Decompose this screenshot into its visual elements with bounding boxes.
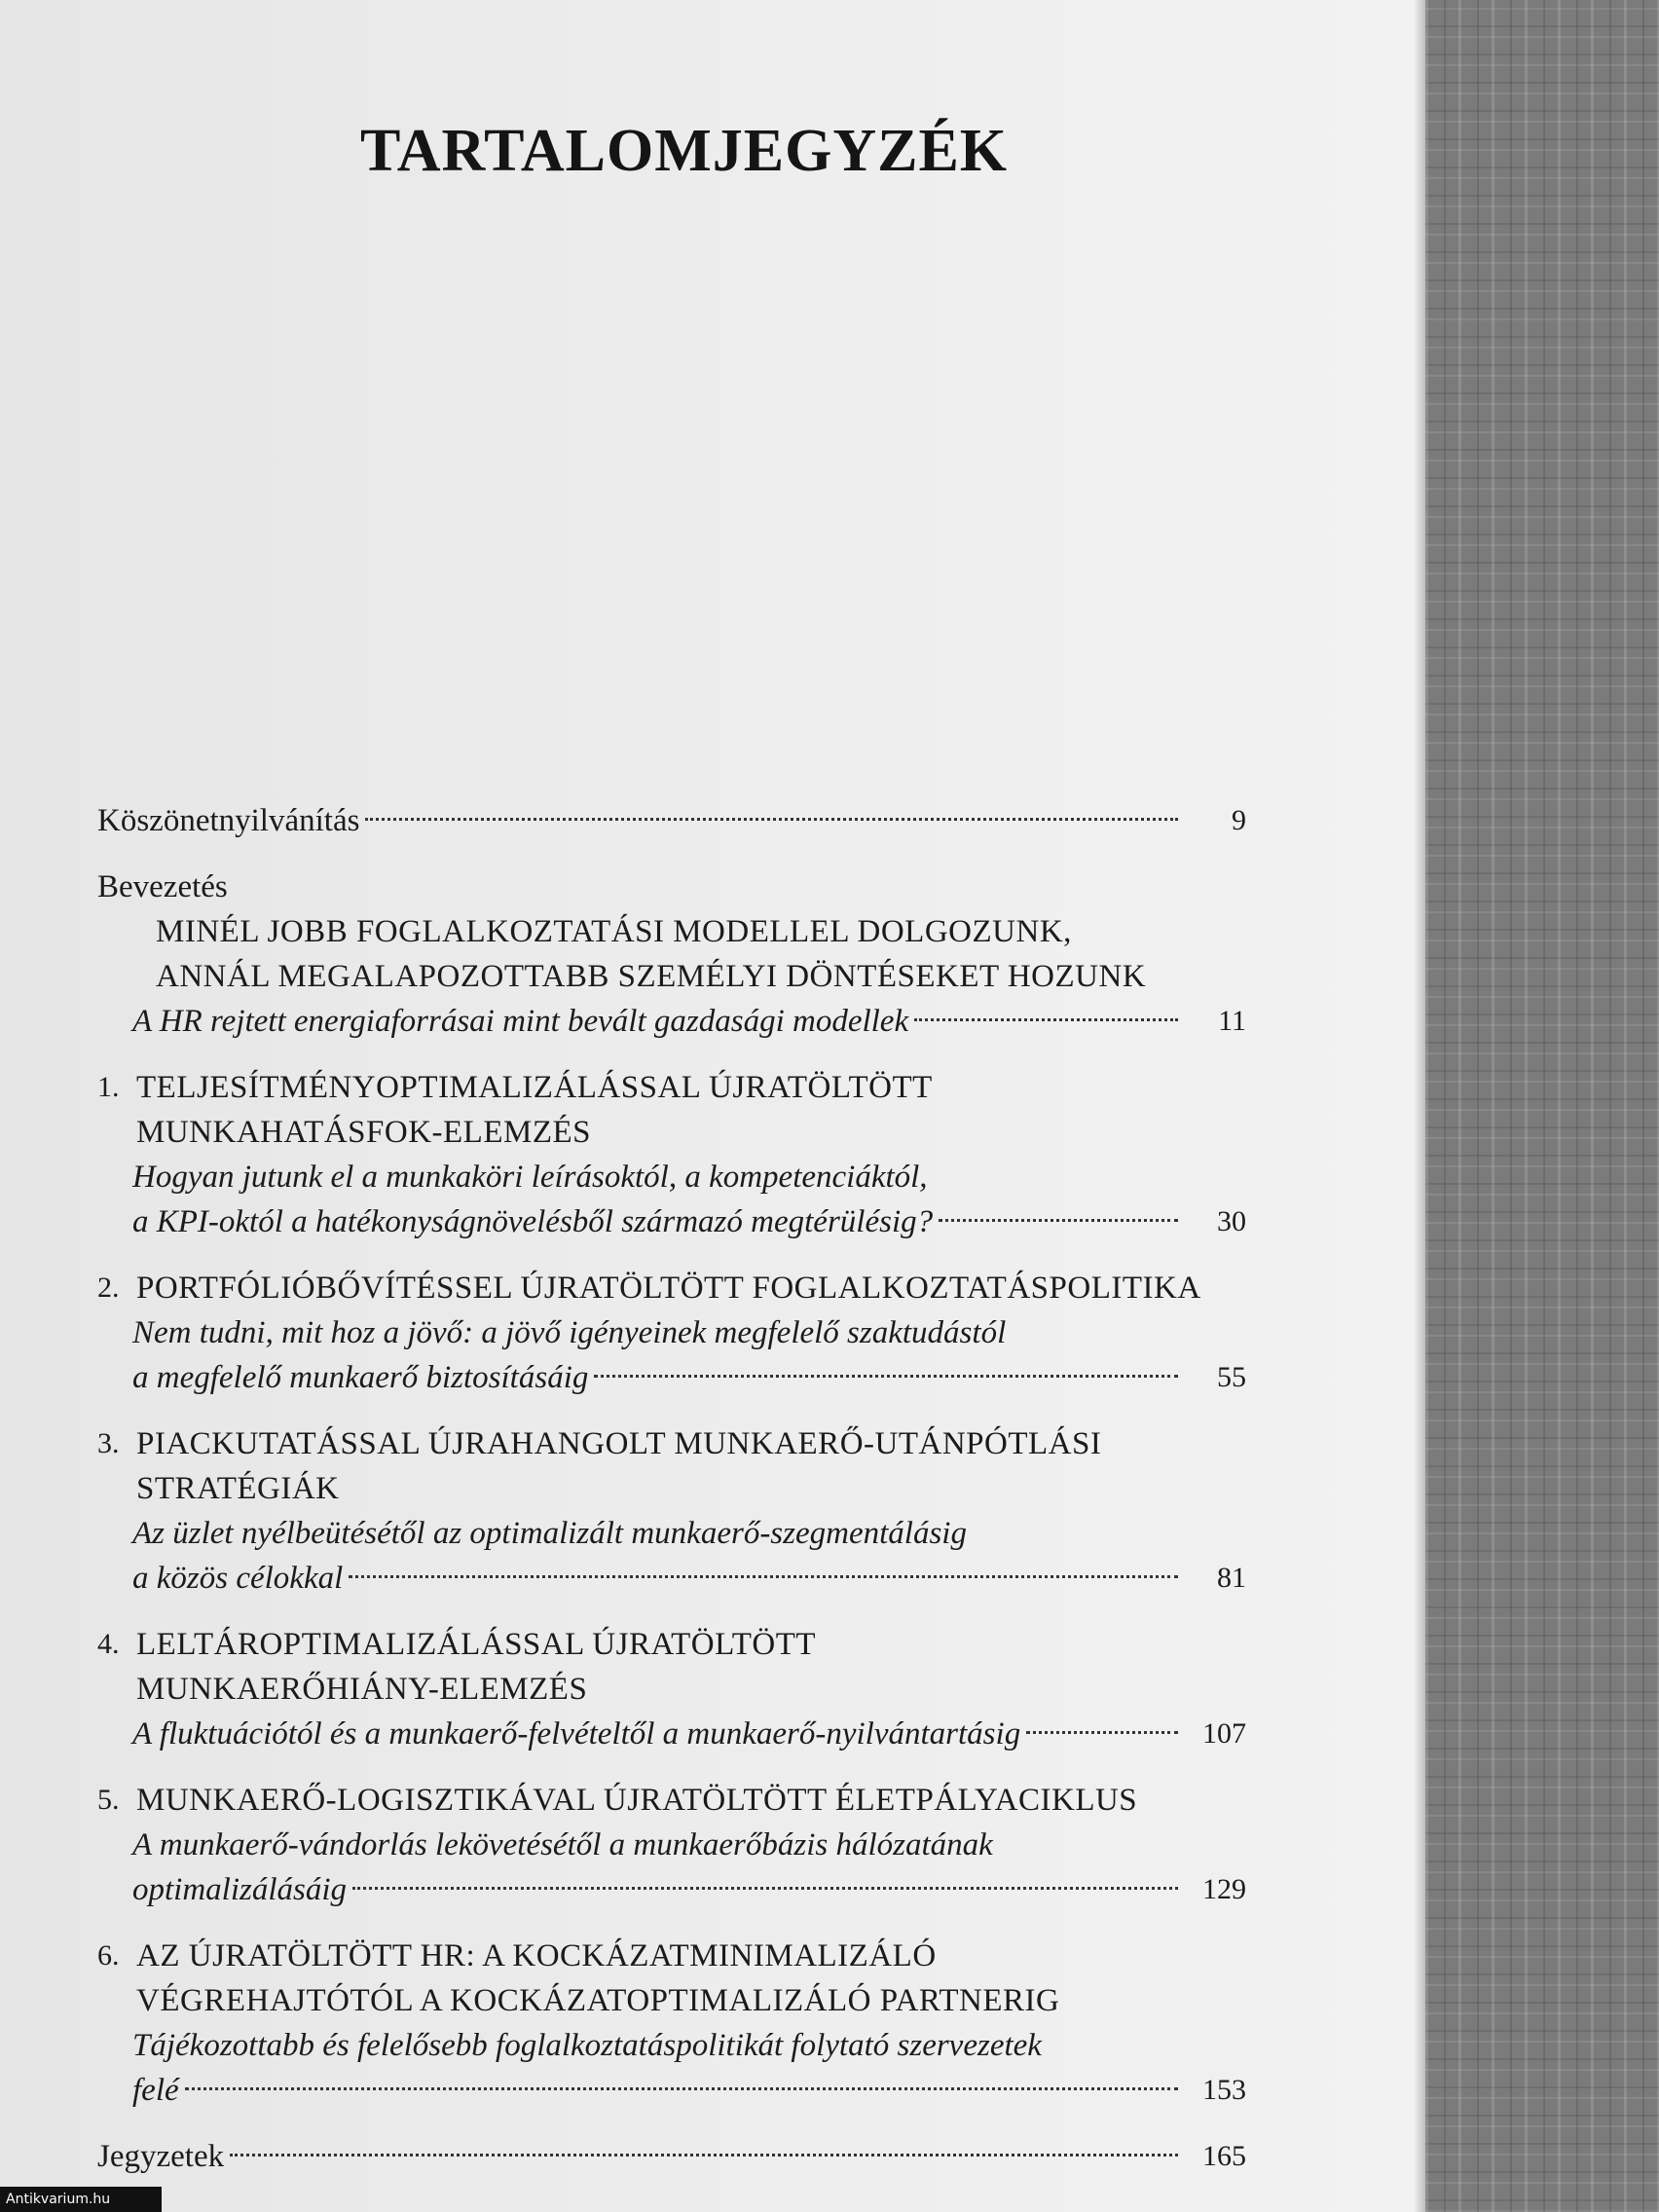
section-heading: LELTÁROPTIMALIZÁLÁSSAL ÚJRATÖLTÖTT bbox=[136, 1627, 817, 1662]
page-number: 107 bbox=[1202, 1717, 1246, 1750]
page-number: 9 bbox=[1232, 804, 1246, 836]
section-subtitle: a megfelelő munkaerő biztosításáig bbox=[132, 1360, 589, 1395]
section-subtitle: Az üzlet nyélbeütésétől az optimalizált munkaerő-szegmentálásig bbox=[132, 1516, 967, 1551]
table-of-contents bbox=[97, 798, 1246, 2179]
chapter-number: 2. bbox=[97, 1272, 120, 1304]
page-number: 55 bbox=[1217, 1361, 1246, 1393]
section-subtitle: felé bbox=[132, 2073, 179, 2108]
toc-entry-chapter-1 bbox=[97, 1065, 1246, 1244]
chapter-number: 6. bbox=[97, 1939, 120, 1972]
dot-leader bbox=[939, 1219, 1178, 1222]
chapter-number: 5. bbox=[97, 1784, 120, 1816]
dot-leader bbox=[594, 1375, 1178, 1378]
dot-leader bbox=[230, 2154, 1178, 2157]
toc-label: Bevezetés bbox=[97, 869, 228, 904]
chapter-number: 4. bbox=[97, 1628, 120, 1660]
section-subtitle: A HR rejtett energiaforrásai mint bevált gazdasági modellek bbox=[132, 1004, 909, 1039]
toc-entry-chapter-6 bbox=[97, 1934, 1246, 2113]
page-number: 153 bbox=[1202, 2074, 1246, 2106]
chapter-number: 1. bbox=[97, 1071, 120, 1103]
section-subtitle: a KPI-októl a hatékonyságnövelésből származó megtérülésig? bbox=[132, 1204, 934, 1239]
watermark: Antikvarium.hu bbox=[0, 2187, 162, 2212]
toc-entry-koszonet bbox=[97, 798, 1246, 843]
dot-leader bbox=[352, 1887, 1178, 1890]
toc-entry-chapter-3 bbox=[97, 1421, 1246, 1601]
section-heading: MUNKAHATÁSFOK-ELEMZÉS bbox=[136, 1115, 592, 1150]
dot-leader bbox=[349, 1575, 1178, 1578]
toc-entry-bevezetes bbox=[97, 865, 1246, 1044]
section-heading: VÉGREHAJTÓTÓL A KOCKÁZATOPTIMALIZÁLÓ PARTNERIG bbox=[136, 1983, 1060, 2018]
dot-leader bbox=[1026, 1731, 1178, 1734]
page-number: 30 bbox=[1217, 1205, 1246, 1237]
toc-entry-jegyzetek bbox=[97, 2134, 1246, 2179]
section-subtitle: optimalizálásáig bbox=[132, 1872, 348, 1907]
section-subtitle: A fluktuációtól és a munkaerő-felvételtől a munkaerő-nyilvántartásig bbox=[132, 1716, 1021, 1751]
dot-leader bbox=[914, 1018, 1178, 1021]
section-heading: PORTFÓLIÓBŐVÍTÉSSEL ÚJRATÖLTÖTT FOGLALKOZTATÁSPOLITIKA bbox=[136, 1271, 1201, 1306]
section-subtitle: Tájékozottabb és felelősebb foglalkoztatáspolitikát folytató szervezetek bbox=[132, 2028, 1042, 2063]
section-heading: AZ ÚJRATÖLTÖTT HR: A KOCKÁZATMINIMALIZÁLÓ bbox=[136, 1938, 937, 1973]
section-heading: PIACKUTATÁSSAL ÚJRAHANGOLT MUNKAERŐ-UTÁNPÓTLÁSI bbox=[136, 1426, 1102, 1461]
page-number: 165 bbox=[1202, 2140, 1246, 2172]
toc-label: Jegyzetek bbox=[97, 2139, 225, 2174]
section-subtitle: A munkaerő-vándorlás lekövetésétől a munkaerőbázis hálózatának bbox=[132, 1827, 993, 1862]
section-subtitle: a közös célokkal bbox=[132, 1561, 344, 1596]
section-heading: STRATÉGIÁK bbox=[136, 1471, 340, 1506]
page-number: 81 bbox=[1217, 1562, 1246, 1594]
section-subtitle: Nem tudni, mit hoz a jövő: a jövő igényeinek megfelelő szaktudástól bbox=[132, 1315, 1007, 1350]
dot-leader bbox=[365, 818, 1178, 821]
section-heading: ANNÁL MEGALAPOZOTTABB SZEMÉLYI DÖNTÉSEKET HOZUNK bbox=[156, 959, 1147, 994]
section-heading: TELJESÍTMÉNYOPTIMALIZÁLÁSSAL ÚJRATÖLTÖTT bbox=[136, 1070, 933, 1105]
page-number: 129 bbox=[1202, 1873, 1246, 1905]
section-heading: MUNKAERŐHIÁNY-ELEMZÉS bbox=[136, 1672, 588, 1707]
toc-entry-chapter-2 bbox=[97, 1266, 1246, 1400]
chapter-number: 3. bbox=[97, 1427, 120, 1459]
book-spine-background bbox=[1425, 0, 1659, 2212]
section-subtitle: Hogyan jutunk el a munkaköri leírásoktól, a kompetenciáktól, bbox=[132, 1160, 928, 1195]
page-number: 11 bbox=[1218, 1005, 1246, 1037]
page-title: TARTALOMJEGYZÉK bbox=[360, 118, 1009, 184]
section-heading: MUNKAERŐ-LOGISZTIKÁVAL ÚJRATÖLTÖTT ÉLETPÁLYACIKLUS bbox=[136, 1783, 1138, 1818]
section-heading: MINÉL JOBB FOGLALKOZTATÁSI MODELLEL DOLGOZUNK, bbox=[156, 914, 1072, 949]
toc-label: Köszönetnyilvánítás bbox=[97, 803, 360, 838]
toc-entry-chapter-5 bbox=[97, 1778, 1246, 1912]
toc-entry-chapter-4 bbox=[97, 1622, 1246, 1756]
dot-leader bbox=[185, 2087, 1178, 2090]
